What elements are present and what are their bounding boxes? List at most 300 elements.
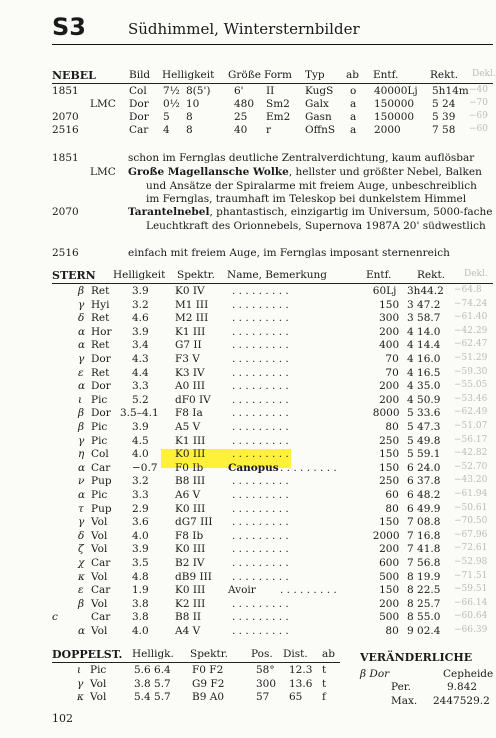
double-magnitudes: 5.6 6.4 — [134, 664, 171, 676]
leader-dots: . . . . . . . . . — [232, 625, 289, 637]
star-spectrum: dB9 III — [175, 570, 212, 583]
doppel-header: Pos. — [251, 648, 273, 660]
star-magnitude: 3.2 — [132, 298, 149, 311]
star-magnitude: 3.2 — [132, 475, 149, 488]
star-dec: −60.64 — [454, 611, 488, 622]
stern-header: Rekt. — [417, 269, 446, 281]
star-dec: −72.61 — [454, 543, 488, 554]
leader-dots: . . . . . . . . . — [232, 285, 289, 297]
star-symbol: ζ — [78, 543, 84, 556]
nebel-hell2: 8 — [186, 111, 193, 123]
var-max: 2447529.2 — [433, 695, 490, 707]
nebel-entf: 2000 — [374, 124, 401, 136]
doppel-header: ab — [322, 648, 335, 660]
star-dec: −59.51 — [454, 584, 488, 595]
double-constellation: Pic — [90, 664, 107, 676]
star-spectrum: F0 Ib — [175, 461, 204, 474]
nebel-bild: Dor — [129, 111, 149, 123]
star-dec: −50.61 — [454, 502, 488, 513]
star-distance: 80 — [385, 625, 399, 637]
star-magnitude: 3.8 — [132, 597, 149, 610]
star-constellation: Vol — [91, 597, 108, 610]
star-distance: 150 — [379, 448, 400, 461]
star-magnitude: 1.9 — [132, 584, 149, 597]
star-name: Avoir — [228, 584, 256, 597]
star-dec: −42.29 — [454, 325, 488, 336]
double-symbol: κ — [77, 691, 84, 703]
star-distance: 80 — [385, 502, 399, 515]
star-spectrum: M1 III — [175, 298, 209, 311]
nebel-id: 1851 — [52, 85, 79, 97]
star-ra: 3h44.2 — [407, 285, 444, 297]
star-spectrum: A0 III — [175, 380, 206, 393]
star-distance: 70 — [385, 353, 399, 365]
star-distance: 500 — [379, 611, 400, 624]
double-separation: 65 — [289, 691, 303, 703]
nebel-dekl: −69 — [469, 111, 488, 121]
star-constellation: Pup — [91, 502, 112, 515]
star-constellation: Hor — [91, 325, 112, 338]
star-constellation: Vol — [91, 529, 108, 542]
star-distance: 150 — [379, 516, 400, 529]
nebel-hell: 4 — [163, 124, 170, 136]
star-spectrum: K0 III — [175, 448, 206, 461]
star-symbol: κ — [78, 570, 85, 583]
star-dec: −56.17 — [454, 434, 488, 445]
star-dec: −61.94 — [454, 489, 488, 499]
nebel-header: Typ — [305, 69, 325, 81]
star-constellation: Ret — [91, 312, 110, 325]
section-code: S3 — [52, 13, 86, 41]
star-symbol: α — [78, 625, 86, 637]
nebel-hell2: 10 — [186, 98, 200, 110]
star-spectrum: M2 III — [175, 312, 209, 325]
star-distance: 500 — [379, 570, 400, 583]
nebel-form: Sm2 — [266, 98, 290, 110]
leader-dots: . . . . . . . . . — [232, 393, 289, 406]
star-dec: −51.07 — [454, 421, 488, 431]
nebel-id: 2516 — [52, 124, 79, 136]
double-constellation: Vol — [90, 677, 107, 690]
star-ra: 4 50.9 — [407, 393, 441, 406]
nebel-ab: o — [350, 85, 357, 97]
nebel-header: Form — [264, 69, 293, 81]
nebel-ab: a — [350, 124, 357, 136]
star-ra: 7 41.8 — [407, 543, 441, 556]
star-constellation: Ret — [91, 366, 110, 379]
star-distance: 150 — [379, 584, 400, 597]
star-dec: −70.50 — [454, 516, 488, 527]
star-constellation: Car — [91, 584, 111, 597]
star-ra: 8 22.5 — [407, 584, 441, 597]
star-distance: 8000 — [372, 407, 400, 420]
star-magnitude: 4.5 — [132, 434, 149, 447]
double-symbol: ι — [77, 664, 82, 676]
star-magnitude: 3.9 — [132, 285, 149, 297]
star-distance: 200 — [379, 597, 400, 610]
leader-dots: . . . . . . . . . — [280, 461, 337, 474]
star-constellation: Pic — [91, 489, 108, 501]
leader-dots: . . . . . . . . . — [232, 611, 289, 624]
star-ra: 4 16.5 — [407, 366, 441, 379]
desc-id: 2516 — [52, 247, 79, 259]
doppel-header: Spektr. — [190, 648, 228, 660]
star-constellation: Vol — [91, 516, 108, 529]
double-separation: 12.3 — [289, 664, 313, 676]
desc-line: schon im Fernglas deutliche Zentralverdichtung, kaum auflösbar — [128, 152, 475, 164]
star-ra: 7 16.8 — [407, 529, 441, 542]
double-separation: 13.6 — [289, 677, 313, 690]
star-symbol: α — [78, 325, 86, 338]
star-constellation: Pup — [91, 475, 112, 488]
desc-line: Tarantelnebel, phantastisch, einzigartig im Universum, 5000-fache — [128, 206, 493, 218]
nebel-ab: a — [350, 111, 357, 123]
star-distance: 200 — [379, 543, 400, 556]
star-constellation: Ret — [91, 339, 110, 352]
star-dec: −52.98 — [454, 557, 488, 567]
nebel-form: II — [266, 85, 275, 97]
nebel-dekl: −40 — [469, 85, 488, 95]
desc-line: Große Magellansche Wolke, hellster und größter Nebel, Balken — [128, 166, 482, 178]
nebel-header: Dekl. — [472, 69, 496, 79]
leader-dots: . . . . . . . . . — [280, 584, 337, 597]
star-symbol: γ — [78, 298, 85, 311]
double-magnitudes: 5.4 5.7 — [134, 691, 171, 703]
star-distance: 200 — [379, 325, 400, 338]
star-magnitude: 4.4 — [132, 366, 149, 379]
leader-dots: . . . . . . . . . — [232, 312, 289, 325]
nebel-id: 2070 — [52, 111, 79, 123]
nebel-hell2: 8(5') — [186, 85, 211, 97]
nebel-header: Helligkeit — [162, 69, 215, 81]
var-star: β Dor — [360, 668, 390, 680]
nebel-entf: 150000 — [374, 98, 415, 110]
star-dec: −53.46 — [454, 393, 488, 404]
star-dec: −51.29 — [454, 353, 488, 363]
star-magnitude: 3.3 — [132, 380, 149, 393]
nebel-typ: Galx — [305, 98, 329, 110]
star-distance: 150 — [379, 298, 400, 311]
star-magnitude: 3.9 — [132, 325, 149, 338]
star-symbol: γ — [78, 434, 85, 447]
nebel-rekt: 7 58 — [432, 124, 456, 136]
star-dec: −62.49 — [454, 407, 488, 418]
star-dec: −66.39 — [454, 625, 488, 635]
star-magnitude: 4.6 — [132, 312, 149, 325]
star-constellation: Hyi — [91, 298, 110, 311]
star-constellation: Vol — [91, 543, 108, 556]
double-symbol: γ — [77, 677, 84, 690]
double-aperture: t — [322, 677, 327, 690]
star-magnitude: 3.6 — [132, 516, 149, 529]
leader-dots: . . . . . . . . . — [232, 407, 289, 420]
star-distance: 200 — [379, 393, 400, 406]
star-symbol: α — [78, 461, 86, 474]
star-distance: 150 — [379, 461, 400, 474]
star-magnitude: 4.3 — [132, 353, 149, 365]
page-title: Südhimmel, Wintersternbilder — [128, 20, 360, 38]
star-magnitude: 3.5–4.1 — [120, 407, 159, 420]
star-distance: 80 — [385, 421, 399, 433]
star-symbol: ι — [78, 393, 83, 406]
stern-header: Dekl. — [464, 269, 488, 279]
star-ra: 8 19.9 — [407, 570, 441, 583]
star-distance: 600 — [379, 557, 400, 569]
star-spectrum: B8 II — [175, 611, 202, 624]
star-symbol: γ — [78, 353, 85, 365]
nebel-rekt: 5 39 — [432, 111, 456, 123]
star-dec: −67.96 — [454, 529, 488, 540]
star-constellation: Pic — [91, 421, 108, 433]
nebel-typ: OffnS — [305, 124, 336, 136]
leader-dots: . . . . . . . . . — [232, 421, 289, 433]
star-ra: 3 58.7 — [407, 312, 441, 325]
star-symbol: γ — [78, 516, 85, 529]
nebel-dekl: −70 — [469, 98, 488, 108]
stern-header: Helligkeit — [113, 269, 166, 281]
star-spectrum: F8 Ib — [175, 529, 204, 542]
star-distance: 250 — [379, 434, 400, 447]
star-symbol: δ — [78, 529, 85, 542]
star-magnitude: −0.7 — [132, 461, 158, 474]
stern-header: Name, Bemerkung — [227, 269, 328, 281]
nebel-header: Entf. — [373, 69, 399, 81]
star-constellation: Col — [91, 448, 109, 461]
star-spectrum: A6 V — [175, 489, 201, 501]
nebel-header: Größe — [228, 69, 261, 81]
double-spectra: F0 F2 — [192, 664, 224, 676]
star-distance: 2000 — [372, 529, 400, 542]
double-aperture: f — [322, 691, 326, 703]
star-ra: 4 14.0 — [407, 325, 441, 338]
star-spectrum: K3 IV — [175, 366, 205, 379]
nebel-grosse: 480 — [234, 98, 255, 110]
star-symbol: β — [78, 285, 85, 297]
star-constellation: Dor — [91, 407, 111, 420]
star-distance: 70 — [385, 366, 399, 379]
star-dec: −55.05 — [454, 380, 488, 391]
leader-dots: . . . . . . . . . — [232, 516, 289, 529]
star-spectrum: B8 III — [175, 475, 206, 488]
star-symbol: η — [78, 448, 85, 461]
leader-dots: . . . . . . . . . — [232, 557, 289, 569]
desc-id: LMC — [90, 166, 116, 178]
doppel-title: DOPPELST. — [52, 648, 123, 661]
star-symbol: ν — [78, 475, 85, 488]
star-spectrum: F8 Ia — [175, 407, 203, 420]
nebel-form: r — [266, 124, 272, 136]
star-magnitude: 3.4 — [132, 339, 149, 352]
stern-header: Spektr. — [177, 269, 215, 281]
star-magnitude: 3.8 — [132, 611, 149, 624]
nebel-dekl: −60 — [469, 124, 488, 134]
leader-dots: . . . . . . . . . — [232, 448, 289, 461]
star-ra: 4 14.4 — [407, 339, 441, 352]
nebel-header: ab — [346, 69, 359, 81]
nebel-entf: 40000Lj — [374, 85, 418, 97]
var-title: VERÄNDERLICHE — [360, 651, 473, 664]
star-magnitude: 3.9 — [132, 543, 149, 556]
star-ra: 4 35.0 — [407, 380, 441, 393]
star-symbol: τ — [78, 502, 84, 515]
leader-dots: . . . . . . . . . — [232, 570, 289, 583]
star-spectrum: G7 II — [175, 339, 202, 352]
star-constellation: Dor — [91, 380, 111, 393]
star-spectrum: K0 III — [175, 543, 206, 556]
star-spectrum: K2 III — [175, 597, 206, 610]
leader-dots: . . . . . . . . . — [232, 380, 289, 393]
star-ra: 6 48.2 — [407, 489, 441, 501]
nebel-form: Em2 — [266, 111, 291, 123]
nebel-typ: Gasn — [305, 111, 332, 123]
star-ra: 4 16.0 — [407, 353, 441, 365]
star-symbol: ε — [78, 366, 84, 379]
star-symbol: α — [78, 489, 86, 501]
leader-dots: . . . . . . . . . — [232, 353, 289, 365]
desc-line: einfach mit freiem Auge, im Fernglas imposant sternenreich — [128, 247, 450, 259]
nebel-header: Rekt. — [430, 69, 459, 81]
leader-dots: . . . . . . . . . — [232, 475, 289, 488]
star-spectrum: K1 III — [175, 325, 206, 338]
star-magnitude: 4.0 — [132, 529, 149, 542]
nebel-hell: 0½ — [163, 98, 180, 110]
star-constellation: Dor — [91, 353, 111, 365]
star-magnitude: 4.0 — [132, 448, 149, 461]
star-ra: 6 37.8 — [407, 475, 441, 488]
nebel-header: Bild — [129, 69, 151, 81]
nebel-bild: Car — [129, 124, 149, 136]
star-symbol: α — [78, 339, 86, 352]
stern-title: STERN — [52, 269, 96, 282]
nebel-grosse: 6' — [234, 85, 244, 97]
star-constellation: Pic — [91, 434, 108, 447]
nebel-id: LMC — [90, 98, 116, 110]
double-pa: 57 — [256, 691, 270, 703]
star-constellation: Car — [91, 557, 111, 569]
star-magnitude: 3.9 — [132, 421, 149, 433]
leader-dots: . . . . . . . . . — [232, 325, 289, 338]
nebel-entf: 150000 — [374, 111, 415, 123]
nebel-hell2: 8 — [186, 124, 193, 136]
star-dec: −64.8 — [454, 285, 482, 295]
leader-dots: . . . . . . . . . — [232, 543, 289, 556]
star-symbol: β — [78, 597, 85, 610]
star-magnitude: 3.5 — [132, 557, 149, 569]
nebel-grosse: 40 — [234, 124, 248, 136]
star-constellation: Vol — [91, 570, 108, 583]
double-spectra: B9 A0 — [192, 691, 224, 703]
star-magnitude: 3.3 — [132, 489, 149, 501]
star-dec: −61.40 — [454, 312, 488, 323]
doppel-rule — [52, 662, 340, 663]
desc-line: Leuchtkraft des Orionnebels, Supernova 1987A 20' südwestlich — [146, 219, 486, 232]
desc-line: und Ansätze der Spiralarme mit freiem Auge, unbeschreiblich — [146, 179, 477, 192]
leader-dots: . . . . . . . . . — [232, 597, 289, 610]
nebel-title: NEBEL — [52, 69, 96, 82]
star-distance: 250 — [379, 475, 400, 488]
star-magnitude: 5.2 — [132, 393, 149, 406]
star-ra: 5 59.1 — [407, 448, 441, 461]
star-ra: 6 24.0 — [407, 461, 441, 474]
star-distance: 60Lj — [372, 285, 397, 297]
star-dec: −71.51 — [454, 570, 488, 581]
leader-dots: . . . . . . . . . — [232, 502, 289, 515]
double-magnitudes: 3.8 5.7 — [134, 677, 171, 690]
star-symbol: β — [78, 407, 85, 420]
star-magnitude: 2.9 — [132, 502, 149, 515]
page-number: 102 — [52, 712, 73, 725]
leader-dots: . . . . . . . . . — [232, 434, 289, 447]
nebel-rule — [52, 83, 493, 84]
nebel-bild: Dor — [129, 98, 149, 110]
star-ra: 3 47.2 — [407, 298, 441, 311]
star-spectrum: dG7 III — [175, 516, 213, 529]
star-distance: 200 — [379, 380, 400, 393]
double-constellation: Vol — [90, 691, 107, 703]
star-dec: −66.14 — [454, 597, 488, 608]
var-per-label: Per. — [391, 681, 412, 693]
nebel-rekt: 5h14m — [432, 85, 469, 97]
stern-header: Entf. — [366, 269, 392, 281]
double-pa: 58° — [256, 664, 275, 676]
star-ra: 8 25.7 — [407, 597, 441, 610]
star-constellation: Vol — [91, 625, 108, 637]
star-constellation: Pic — [91, 393, 108, 406]
star-spectrum: K0 III — [175, 584, 206, 597]
double-spectra: G9 F2 — [192, 677, 225, 690]
leader-dots: . . . . . . . . . — [232, 489, 289, 501]
leader-dots: . . . . . . . . . — [232, 298, 289, 311]
star-dec: −52.70 — [454, 461, 488, 472]
double-pa: 300 — [256, 677, 277, 690]
desc-id: 1851 — [52, 152, 79, 164]
nebel-typ: KugS — [305, 85, 334, 97]
star-spectrum: B2 IV — [175, 557, 205, 569]
star-distance: 60 — [385, 489, 399, 501]
star-spectrum: A4 V — [175, 625, 201, 637]
stern-rule — [52, 283, 493, 284]
double-aperture: t — [322, 664, 327, 676]
star-constellation: Car — [91, 461, 111, 474]
star-symbol: δ — [78, 312, 85, 325]
desc-id: 2070 — [52, 206, 79, 218]
star-dec: −74.24 — [454, 298, 488, 309]
star-spectrum: K0 IV — [175, 285, 205, 297]
star-spectrum: F3 V — [175, 353, 200, 365]
star-spectrum: K0 III — [175, 502, 206, 515]
nebel-bild: Col — [129, 85, 147, 97]
var-type: Cepheide — [443, 668, 494, 680]
leader-dots: . . . . . . . . . — [232, 339, 289, 352]
star-dec: −43.20 — [454, 475, 488, 486]
header-rule — [52, 44, 493, 45]
leader-dots: . . . . . . . . . — [232, 529, 289, 542]
nebel-ab: a — [350, 98, 357, 110]
doppel-header: Dist. — [283, 648, 308, 660]
star-spectrum: A5 V — [175, 421, 201, 433]
star-magnitude: 4.0 — [132, 625, 149, 637]
star-distance: 300 — [379, 312, 400, 325]
star-constellation: Car — [91, 611, 111, 624]
star-ra: 9 02.4 — [407, 625, 441, 637]
star-ra: 7 56.8 — [407, 557, 441, 569]
star-ra: 6 49.9 — [407, 502, 441, 515]
star-name: Canopus — [228, 461, 279, 474]
nebel-hell: 5 — [163, 111, 170, 123]
star-magnitude: 4.8 — [132, 570, 149, 583]
var-max-label: Max. — [391, 695, 418, 707]
star-dec: −62.47 — [454, 339, 488, 350]
